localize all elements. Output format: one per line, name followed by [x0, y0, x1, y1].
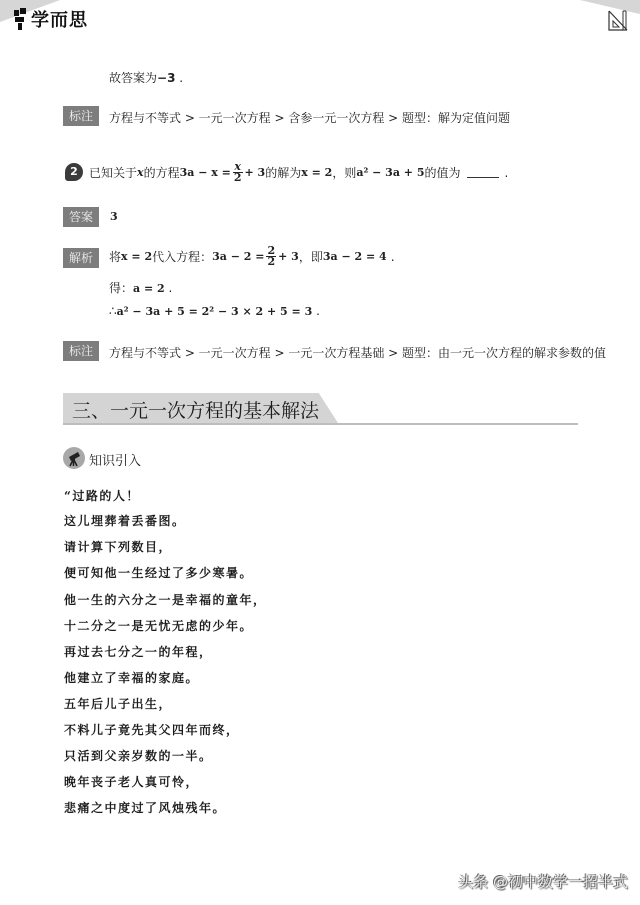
xueersi-logo-icon — [12, 8, 28, 30]
poem-line: 只活到父亲岁数的一半。 — [64, 749, 213, 763]
analysis-math: x = 2 — [121, 250, 153, 263]
watermark: 头条 @初中数学一招半式 — [458, 873, 628, 891]
answer-value: 3 — [110, 210, 118, 223]
q-equation-left: 3a − x = — [179, 166, 231, 179]
analysis-math: + 3 — [278, 250, 299, 263]
fraction-denominator: 2 — [233, 171, 242, 184]
q-text: 已知关于 — [89, 166, 138, 180]
prev-conclusion — [109, 69, 183, 86]
poem-line: 五年后儿子出生， — [64, 697, 173, 711]
q-period: . — [504, 165, 509, 180]
q-text: 的解为 — [265, 166, 302, 180]
q-text: ，则 — [332, 166, 357, 180]
brand-name: 学而思 — [31, 10, 88, 31]
poem-line: 他建立了幸福的家庭。 — [64, 671, 200, 685]
analysis-text: 代入方程： — [152, 250, 213, 264]
poem-line: 不料儿子竟先其父四年而终， — [64, 723, 240, 737]
section-title: 三、一元一次方程的基本解法 — [72, 400, 320, 422]
q-solution: x = 2 — [301, 166, 333, 179]
poem-line: 他一生的六分之一是幸福的童年， — [64, 593, 267, 607]
tag-badge: 标注 — [63, 341, 99, 361]
analysis-text: 将 — [109, 250, 122, 264]
tag-badge: 标注 — [63, 106, 99, 126]
poem-line: 便可知他一生经过了多少寒暑。 — [64, 566, 254, 580]
poem-line: “过路的人！ — [64, 489, 140, 503]
poem-line: 这儿埋葬着丢番图。 — [64, 514, 186, 528]
fraction-numerator: 2 — [267, 244, 276, 257]
answer-blank — [467, 167, 499, 178]
analysis-line-1 — [109, 246, 395, 267]
poem-line: 请计算下列数目， — [64, 540, 173, 554]
q-fraction — [233, 162, 243, 183]
telescope-icon — [63, 447, 85, 469]
therefore-symbol: ∴ — [109, 304, 117, 318]
analysis-math: a² − 3a + 5 = 2² − 3 × 2 + 5 = 3 — [116, 305, 313, 318]
ruler-triangle-icon — [608, 9, 628, 31]
q-var: x — [137, 166, 144, 179]
q-text: 的值为 — [424, 166, 461, 180]
section-divider — [63, 423, 578, 425]
analysis-period: . — [390, 249, 395, 264]
question-number-badge: 2 — [65, 163, 83, 181]
analysis-fraction — [266, 246, 276, 267]
q-text: 的方程 — [143, 166, 180, 180]
analysis-text: ，即 — [298, 250, 323, 264]
question-2-tag-path: 方程与不等式 > 一元一次方程 > 一元一次方程基础 > 题型：由一元一次方程的解求参数的值 — [109, 346, 607, 360]
conclusion-value: −3 — [157, 71, 176, 85]
question-2-text — [89, 162, 508, 183]
poem-line: 十二分之一是无忧无虑的少年。 — [64, 619, 254, 633]
analysis-line-2 — [109, 279, 172, 296]
brand-logo — [12, 7, 88, 31]
analysis-math: a = 2 — [133, 282, 165, 295]
analysis-math: 3a − 2 = 4 — [322, 250, 387, 263]
prev-tag-path: 方程与不等式 > 一元一次方程 > 含参一元一次方程 > 题型：解为定值问题 — [109, 111, 511, 125]
analysis-line-3 — [109, 304, 320, 318]
analysis-period: . — [316, 304, 320, 318]
fraction-denominator: 2 — [267, 255, 276, 268]
answer-badge: 答案 — [63, 207, 99, 227]
q-expression: a² − 3a + 5 — [356, 166, 425, 179]
analysis-badge: 解析 — [63, 248, 99, 268]
poem-line: 晚年丧子老人真可怜， — [64, 775, 200, 789]
analysis-text: 得： — [109, 281, 134, 295]
conclusion-text: 故答案为 — [109, 71, 158, 85]
poem-line: 悲痛之中度过了风烛残年。 — [64, 801, 227, 815]
knowledge-intro-label: 知识引入 — [89, 454, 142, 469]
poem-line: 再过去七分之一的年程， — [64, 645, 213, 659]
fraction-numerator: x — [234, 160, 241, 173]
analysis-period: . — [168, 281, 173, 295]
q-equation-right: + 3 — [244, 166, 266, 179]
analysis-math: 3a − 2 = — [212, 250, 265, 263]
conclusion-period: . — [179, 71, 184, 85]
